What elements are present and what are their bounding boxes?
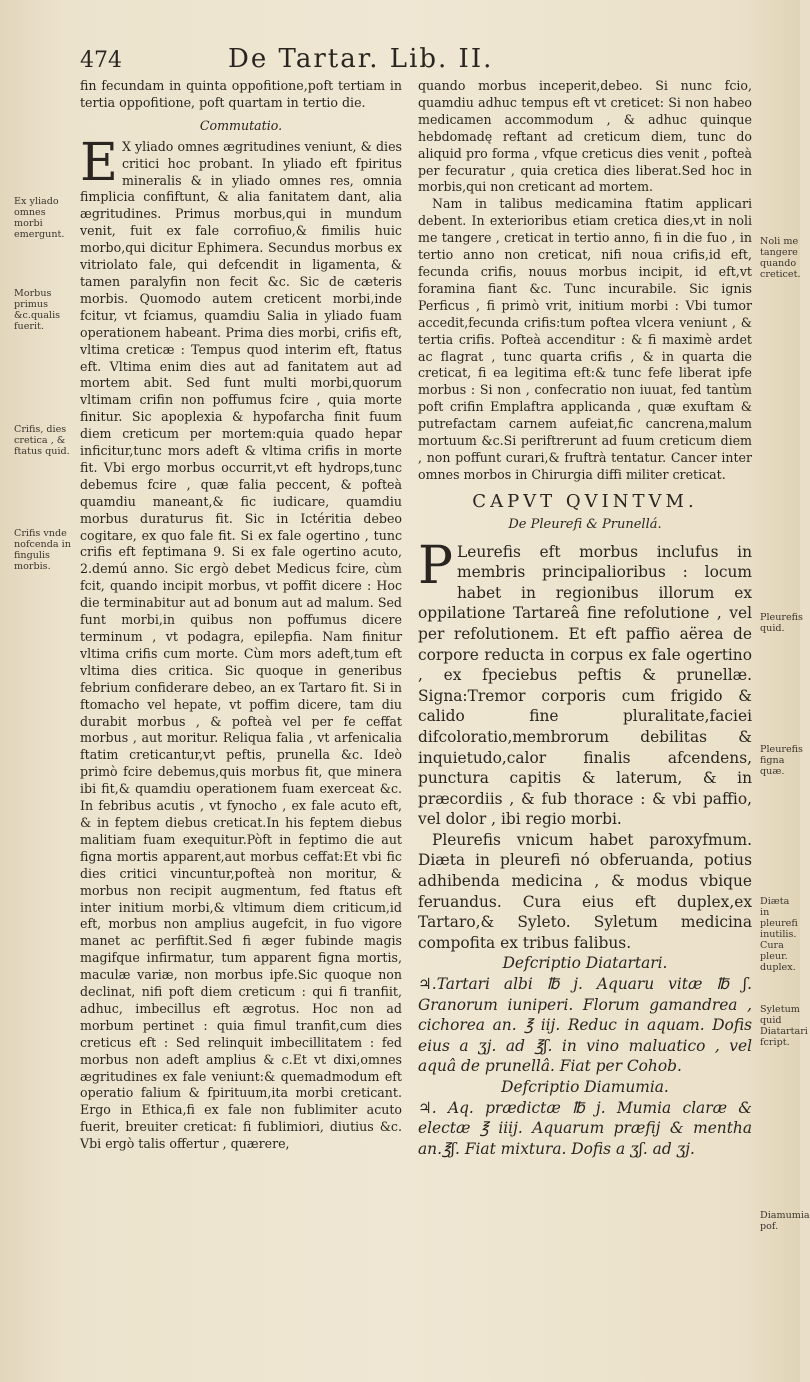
right-margin-note: Diæta in pleurefi inutilis. Cura pleur. duplex. [760, 896, 798, 973]
drop-cap: P [418, 535, 453, 596]
right-column [418, 78, 752, 1159]
drop-cap: E [80, 132, 118, 193]
intro-text: fin fecundam in quinta oppofitione,poft tertiam in tertia oppofitione, poft quartam in tertio die. [80, 78, 402, 110]
page-number: 474 [80, 48, 122, 73]
left-margin-note: Morbus primus &c.qualis fuerit. [14, 288, 61, 332]
left-margin-note: Ex yliado omnes morbi emergunt. [14, 196, 65, 240]
left-margin-note: Crifis, dies cretica , & ftatus quid. [14, 424, 70, 457]
paragraph [418, 535, 752, 830]
paragraph-text: X yliado omnes ægritudines veniunt, & dies critici hoc probant. In yliado eft fpiritus mineralis & in yliado omnes res, omnia fimplicia confiftunt, & alia fanitatem dant, alia ægritudines. Primus morbus,qui in mundum venit, fuit ex fale corrofiuo,& fimilis huic morbo,qui dicitur Ephimera. Secundus morbus ex vitriolato fale, qui defcendit in ligamenta, & tamen paralyfin non fecit &c. Sic de cæteris morbis. Quomodo autem creticent morbi,inde fcitur, vt fciamus, quamdiu Salia in yliado fuam operationem habeant. Prima dies morbi, crifis eft, vltima creticæ : Tempus quod interim eft, ftatus eft. Vltima enim dies aut ad fanitatem aut ad mortem abit. Sed funt multi morbi,quorum vltimam crifin non poffumus fcire , quia morte finitur. Sic apoplexia & hypofarcha finit fuum diem creticum per mortem:quia quado hepar inficitur,tunc mors adeft & vltima crifis in morte fit. Vbi ergo morbus occurrit,vt eft hydrops,tunc debemus fcire , quæ falia peccent, & pofteà quamdiu maneant,& fic iudicare, quamdiu morbus duraturus fit. Sic in Ictéritia debeo cogitare, ex quo fale fit. Si ex fale ogertino , tunc crifis eft feptimana 9. Si ex fale ogertino acuto, 2.demú anno. Sic ergò debet Medicus fcire, cùm fcit, quando incipit morbus, vt poffit dicere : Hoc die terminabitur aut ad bonum aut ad malum. Sed funt morbi,in quibus non poffumus dicere terminum , vt podagra, epilepfia. Nam finitur vltima crifis cum morte. Cùm mors adeft,tum eft vltima dies critica. Sic quoque in generibus febrium confiderare debeo, an ex Tartaro fit. Si in ftomacho vel hepate, vt poffim dicere, tam diu durabit morbus , & pofteà vel per fe ceffat morbus , aut moritur. Reliqua falia , vt arfenicalia ftatim creticantur,vt peftis, prunella &c. Ideò primò fcire debemus,quis morbus fit, que minera ibi fit,& quamdiu operationem fuam exerceat &c. In febribus acutis , vt fynocho , ex fale acuto eft, & in feptem diebus creticat.In his feptem diebus malitiam fuam exequitur.Pòft in feptimo die aut figna mortis apparent,aut morbus ceffat:Et vbi fic dies critici vincuntur,pofteà non moritur, & morbus non recipit augmentum, fed ftatus eft inter initium morbi,& vltimum diem criticum,id eft, morbus non amplius augefcit, in fuo vigore manet ac perfiftit.Sed fi æger fubinde magis magifque infirmatur, tum apparent figna mortis, maculæ variæ, non morbus ipfe.Sic quoque non declinat, nifi poft diem creticum : qui fi tranfiit, adhuc, imbecillus eft ægrotus. Hoc non ad morbum pertinet : quia fimul tranfit,cum dies creticus eft : Sed relinquit imbecillitatem : fed morbus non adeft amplius & c.Et vt dixi,omnes ægritudines ex fale veniunt:& quemadmodum eft operatio falium & fpirituum,ita morbi creticant. Ergo in Ethica,fi ex fale non fublimiter acuto fuerit, breuiter creticat: fi fublimiori, diutius &c. Vbi ergò talis offertur , quærere, [80, 138, 402, 1152]
chapter-body [418, 535, 752, 1160]
right-margin-note: Pleurefis figna quæ. [760, 744, 803, 777]
recipe-text: ♃.Tartari albi ℔ j. Aquaru vitæ ℔ ʃ. Granorum iuniperi. Florum gamandrea , cichorea an. ℥ iij. Reduc in aquam. Dofis eius a ʒj. ad ℥ʃ. in vino maluatico , vel aquâ de prunellâ. Fiat per Cohob. [418, 975, 752, 1076]
page-header [80, 44, 780, 76]
paragraph-text: Leurefis eft morbus inclufus in membris principalioribus : locum habet in regionibus illorum ex oppilatione Tartareâ fine refolutione , vel per refolutionem. Et eft paffio aërea de corpore reducta in corpus ex fale ogertino , ex fpeciebus peftis & prunellæ. Signa:Tremor corporis cum frigido & calido fine pluralitate,faciei difcoloratio,membrorum debilitas & inquietudo,calor finalis afcendens, punctura capitis & laterum, & in præcordiis , & fub thorace : & vbi paffio, vel dolor , ibi regio morbi. [418, 542, 752, 829]
right-margin-note: Syletum quid Diatartari fcript. [760, 1004, 808, 1048]
right-margin-note: Pleurefis quid. [760, 612, 803, 634]
right-margin-note: Noli me tangere quando creticet. [760, 236, 801, 280]
section-title: Commutatio. [199, 117, 283, 133]
recipe-text: ♃. Aq. prædictæ ℔ j. Mumia claræ & electæ ℥ iiij. Aquarum præfij & mentha an.℥ʃ. Fiat mixtura. Dofis a ʒʃ. ad ʒj. [418, 1098, 752, 1158]
recipe-title: Defcriptio Diamumia. [501, 1078, 669, 1096]
left-column [80, 78, 402, 1153]
right-margin-note: Diamumia pof. [760, 1210, 810, 1232]
running-head: De Tartar. Lib. II. [228, 44, 494, 74]
chapter-subtitle: De Pleurefi & Prunellá. [508, 516, 662, 532]
paragraph [80, 132, 402, 1153]
chapter-title: CAPVT QVINTVM. [472, 490, 698, 512]
paragraph: Pleurefis vnicum habet paroxyfmum. Diæta in pleurefi nó obferuanda, potius adhibenda medicina , & modus vbique feruandus. Cura eius eft duplex,ex Tartaro,& Syleto. Syletum medicina compofita ex tribus falibus. [418, 830, 752, 952]
paragraph: Nam in talibus medicamina ftatim applicari debent. In exterioribus etiam cretica dies,vt in noli me tangere , creticat in tertio anno, fi in die fuo , in tertio anno non creticat, nifi noua crifis,id eft, fecunda crifis, nouus morbus incipit, id eft,vt foramina fiant &c. Tunc incurabile. Sic ignis Perficus , fi primò vrit, initium morbi : Vbi tumor accedit,fecunda crifis:tum poftea vlcera veniunt , & tertia crifis. Pofteà accenditur : & fi maximè ardet ac flagrat , tunc quarta crifis , & in quarta die creticat, fi ea legitima eft:& tunc fefe liberat ipfe morbus : Si non , confecratio non iuuat, fed tantùm poft crifin Emplaftra applicanda , quæ exuftam & putrefactam carnem aufeiat,fic cancrena,malum mortuum &c.Si periftrerunt ad fuum creticum diem , non poffunt curari,& fruftrà tentatur. Cancer inter omnes morbos in Chirurgia diffi militer creticat. [418, 196, 752, 482]
left-margin-note: Crifis vnde nofcenda in fingulis morbis. [14, 528, 71, 572]
recipe-title: Defcriptio Diatartari. [502, 954, 668, 973]
paragraph: quando morbus inceperit,debeo. Si nunc fcio, quamdiu adhuc tempus eft vt creticet: Si non habeo medicamen accommodum , & adhuc quinque hebdomadę reftant ad creticum diem, tunc do aliquid pro forma , vfque creticus dies venit , pofteà per fecuratur , quia cretica dies liberat.Sed hoc in morbis,qui non creticant ad mortem. [418, 78, 752, 195]
